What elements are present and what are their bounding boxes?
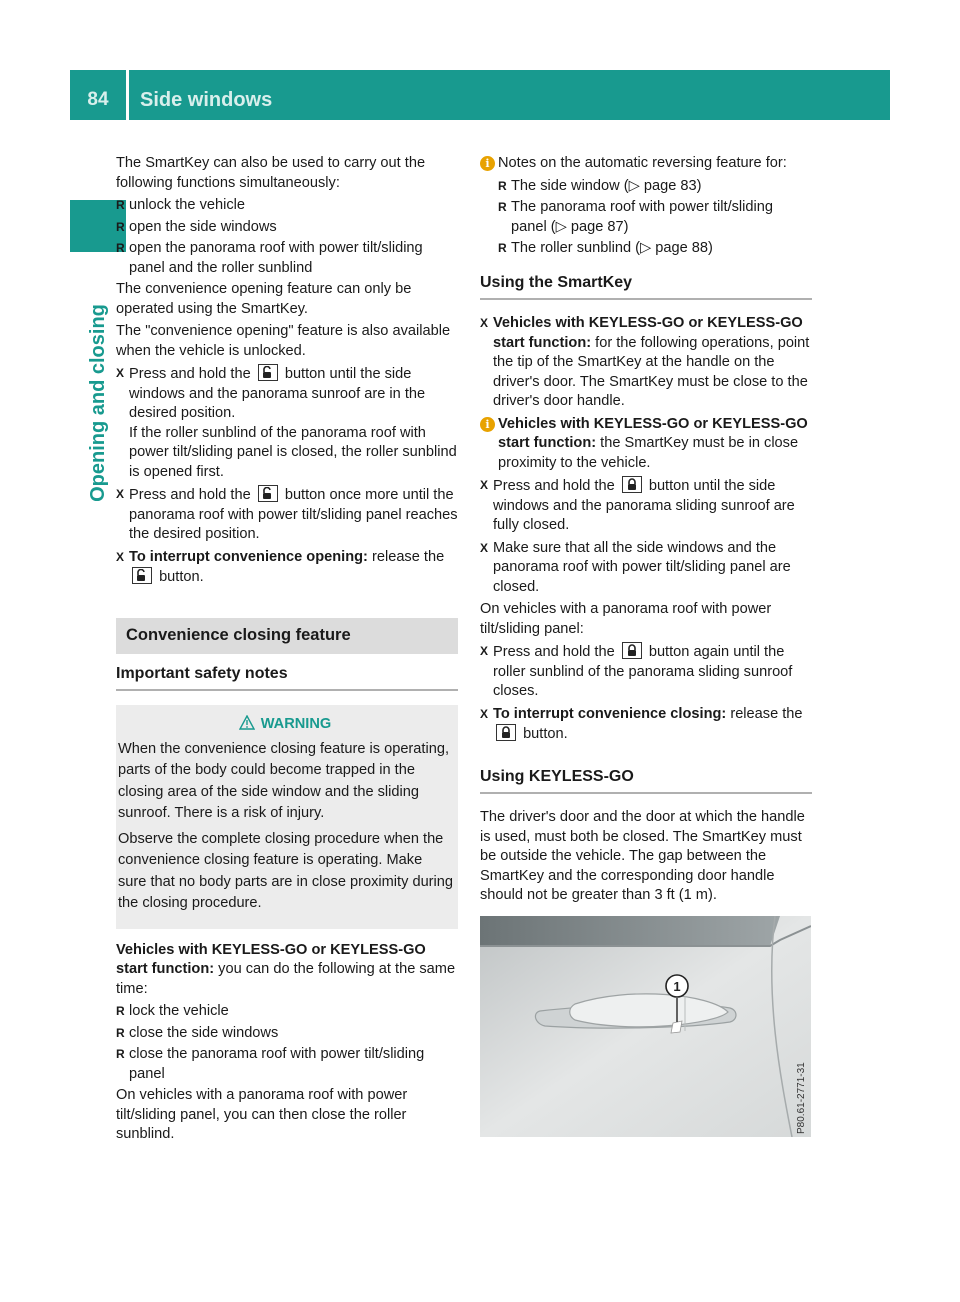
info-note: i Vehicles with KEYLESS-GO or KEYLESS-GO start function: the SmartKey must be in close proximity to the vehicle. — [480, 415, 812, 474]
paragraph: Vehicles with KEYLESS-GO or KEYLESS-GO start function: you can do the following at the same time: — [116, 941, 456, 997]
step-note: If the roller sunblind of the panorama roof with power tilt/sliding panel is closed, the roller sunblind is opened first. — [129, 424, 457, 480]
step-item: X Vehicles with KEYLESS-GO or KEYLESS-GO start function: for the following operations, point the tip of the SmartKey at the handle on the driver's door. The SmartKey must be close to the driver's door handle. — [480, 314, 812, 412]
step-item: X Make sure that all the side windows and the panorama roof with power tilt/sliding panel are closed. — [480, 539, 812, 598]
header-divider — [126, 70, 129, 120]
paragraph: The "convenience opening" feature is also available when the vehicle is unlocked. — [116, 323, 451, 359]
list-item: R close the panorama roof with power tilt/sliding panel — [116, 1045, 458, 1084]
list-item: R open the panorama roof with power tilt/sliding panel and the roller sunblind — [116, 239, 458, 278]
step-item: X Press and hold the button until the side windows and the panorama sliding sunroof are fully closed. — [480, 476, 812, 536]
list-item: R The panorama roof with power tilt/sliding panel (▷ page 87) — [498, 198, 812, 237]
warning-text: When the convenience closing feature is operating, parts of the body could become trapped in the closing area of the side window and the sliding sunroof. There is a risk of injury. — [118, 740, 449, 821]
right-column — [480, 154, 812, 1137]
list-item: R open the side windows — [116, 218, 458, 238]
unlock-icon — [258, 364, 278, 381]
section-title: Side windows — [140, 89, 273, 111]
left-column — [116, 154, 458, 1148]
step-item: X Press and hold the button again until the roller sunblind of the panorama sliding sunroof closes. — [480, 642, 812, 702]
callout-number: 1 — [673, 978, 681, 994]
info-note: i Notes on the automatic reversing feature for: — [480, 154, 812, 174]
lock-icon — [622, 476, 642, 493]
paragraph: On vehicles with a panorama roof with power tilt/sliding panel: — [480, 601, 772, 637]
list-item: R close the side windows — [116, 1024, 458, 1044]
subsection-heading: Using the SmartKey — [480, 273, 812, 301]
unlock-icon — [258, 485, 278, 502]
subsection-heading: Using KEYLESS-GO — [480, 767, 812, 795]
page-number: 84 — [87, 89, 109, 110]
unlock-icon — [132, 567, 152, 584]
image-code: P80.61-2771-31 — [796, 1061, 807, 1134]
paragraph: The convenience opening feature can only be operated using the SmartKey. — [116, 281, 412, 317]
chapter-label: Opening and closing — [87, 304, 109, 502]
list-item: R unlock the vehicle — [116, 196, 458, 216]
paragraph: On vehicles with a panorama roof with power tilt/sliding panel, you can then close the roller sunblind. — [116, 1087, 408, 1142]
list-item: R lock the vehicle — [116, 1002, 458, 1022]
lock-icon — [496, 724, 516, 741]
subsection-heading: Important safety notes — [116, 664, 458, 692]
intro-text: The SmartKey can also be used to carry out the following functions simultaneously: — [116, 155, 426, 191]
info-icon: i — [480, 156, 495, 171]
step-item: X To interrupt convenience closing: release the button. — [480, 705, 812, 745]
warning-box — [116, 705, 458, 929]
warning-title: WARNING — [116, 715, 454, 735]
list-item: R The roller sunblind (▷ page 88) — [498, 239, 812, 259]
section-heading: Convenience closing feature — [116, 618, 458, 654]
door-handle-photo — [480, 916, 811, 1137]
step-item: X Press and hold the button once more until the panorama roof with power tilt/sliding panel reaches the desired position. — [116, 485, 458, 545]
step-item: X To interrupt convenience opening: release the button. — [116, 548, 458, 588]
step-item: X Press and hold the button until the side windows and the panorama sunroof are in the desired position. If the roller sunblind of the panorama roof with power tilt/sliding panel is closed, the roller sunblind is opened first. — [116, 364, 458, 482]
info-icon: i — [480, 417, 495, 432]
warning-text: Observe the complete closing procedure when the convenience closing feature is operating. Make sure that no body parts are in close proximity during the closing procedure. — [118, 830, 454, 911]
lock-icon — [622, 642, 642, 659]
warning-triangle-icon — [239, 715, 255, 730]
paragraph: The driver's door and the door at which the handle is used, must both be closed. The SmartKey must be outside the vehicle. The gap between the SmartKey and the corresponding door handle should not be greater than 3 ft (1 m). — [480, 809, 805, 903]
list-item: R The side window (▷ page 83) — [498, 177, 812, 197]
